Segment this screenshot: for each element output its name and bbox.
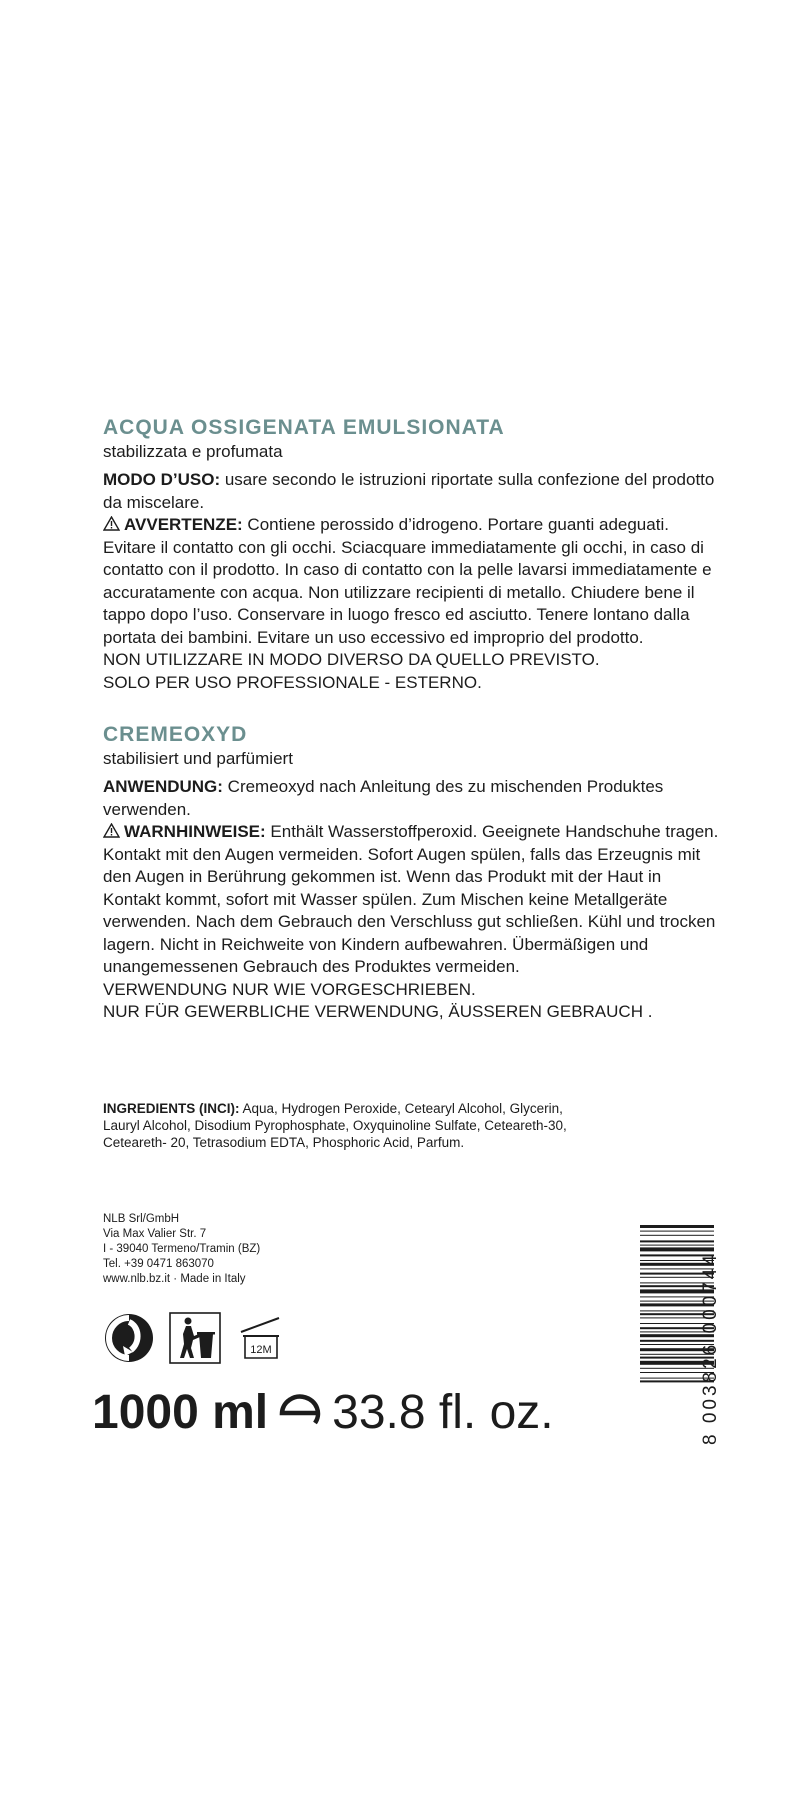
ingredients-label: INGREDIENTS (INCI): bbox=[103, 1101, 240, 1116]
german-warnings bbox=[103, 821, 723, 979]
manufacturer-address bbox=[103, 1212, 260, 1287]
anwendung-text: Cremeoxyd nach Anleitung des zu mischenden Produktes verwenden. bbox=[103, 777, 664, 819]
address-line: I - 39040 Termeno/Tramin (BZ) bbox=[103, 1243, 261, 1255]
italian-subtitle: stabilizzata e profumata bbox=[103, 442, 283, 461]
green-dot-icon bbox=[103, 1312, 155, 1364]
open-jar-icon bbox=[235, 1312, 287, 1364]
usage-text: usare secondo le istruzioni riportate sulla confezione del prodotto da miscelare. bbox=[103, 470, 715, 512]
warnings-label: AVVERTENZE: bbox=[124, 515, 243, 534]
italian-title: ACQUA OSSIGENATA EMULSIONATA bbox=[103, 416, 505, 439]
pao-label: 12M bbox=[250, 1344, 272, 1356]
german-caps-1: VERWENDUNG NUR WIE VORGESCHRIEBEN. bbox=[103, 979, 476, 999]
address-line: www.nlb.bz.it · Made in Italy bbox=[103, 1273, 246, 1285]
italian-warnings bbox=[103, 514, 723, 649]
estimated-sign-icon bbox=[278, 1393, 322, 1433]
address-line: Via Max Valier Str. 7 bbox=[103, 1228, 207, 1240]
german-caps-2: NUR FÜR GEWERBLICHE VERWENDUNG, ÄUSSEREN GEBRAUCH . bbox=[103, 1002, 653, 1021]
barcode-digits: 8 003826 000744 bbox=[700, 1252, 721, 1445]
address-line: Tel. +39 0471 863070 bbox=[103, 1258, 214, 1270]
german-usage bbox=[103, 776, 723, 821]
tidyman-bin-icon bbox=[169, 1312, 221, 1364]
product-label bbox=[103, 415, 723, 1024]
italian-caps-2: SOLO PER USO PROFESSIONALE - ESTERNO. bbox=[103, 672, 482, 692]
anwendung-label: ANWENDUNG: bbox=[103, 777, 223, 796]
ingredients-text: Aqua, Hydrogen Peroxide, Cetearyl Alcohol, Glycerin, Lauryl Alcohol, Disodium Pyrophosphate, Oxyquinoline Sulfate, Ceteareth-30, Ceteareth- 20, Tetrasodium EDTA, Phosphoric Acid, Parfum. bbox=[103, 1101, 567, 1150]
net-volume bbox=[92, 1385, 554, 1441]
volume-oz: 33.8 fl. oz. bbox=[332, 1386, 554, 1439]
warnhinweise-label: WARNHINWEISE: bbox=[124, 822, 266, 841]
warnings-text: Contiene perossido d’idrogeno. Portare guanti adeguati. Evitare il contatto con gli occhi. Sciacquare immediatamente gli occhi, in caso di contatto con il prodotto. In caso di contatto con la pelle lavarsi immediatamente e accuratamente con acqua. Non utilizzare recipienti di metallo. Chiudere bene il tappo dopo l’uso. Conservare in luogo fresco ed asciutto. Tenere lontano dalla portata dei bambini. Evitare un uso eccessivo ed improprio del prodotto. bbox=[103, 515, 712, 647]
usage-label: MODO D’USO: bbox=[103, 470, 221, 489]
italian-caps-1: NON UTILIZZARE IN MODO DIVERSO DA QUELLO PREVISTO. bbox=[103, 650, 600, 669]
warning-triangle-icon bbox=[103, 823, 120, 838]
section-italian bbox=[103, 415, 723, 694]
ingredients-block bbox=[103, 1100, 603, 1151]
german-subtitle: stabilisiert und parfümiert bbox=[103, 749, 293, 768]
warnhinweise-text: Enthält Wasserstoffperoxid. Geeignete Handschuhe tragen. Kontakt mit den Augen vermeiden. Sofort Augen spülen, falls das Erzeugnis mit den Augen in Berührung gekommen ist. Wenn das Produkt mit der Haut in Kontakt kommt, sofort mit Wasser spülen. Zum Mischen keine Metallgeräte verwenden. Nach dem Gebrauch den Verschluss gut schließen. Kühl und trocken lagern. Nicht in Reichweite von Kindern aufbewahren. Übermäßigen und unangemessenen Gebrauch des Produktes vermeiden. bbox=[103, 822, 719, 976]
warning-triangle-icon bbox=[103, 516, 120, 531]
packaging-symbols bbox=[103, 1312, 287, 1364]
address-line: NLB Srl/GmbH bbox=[103, 1213, 180, 1225]
section-german bbox=[103, 722, 723, 1024]
german-title: CREMEOXYD bbox=[103, 723, 248, 746]
italian-usage bbox=[103, 469, 723, 514]
volume-ml: 1000 ml bbox=[92, 1386, 269, 1439]
